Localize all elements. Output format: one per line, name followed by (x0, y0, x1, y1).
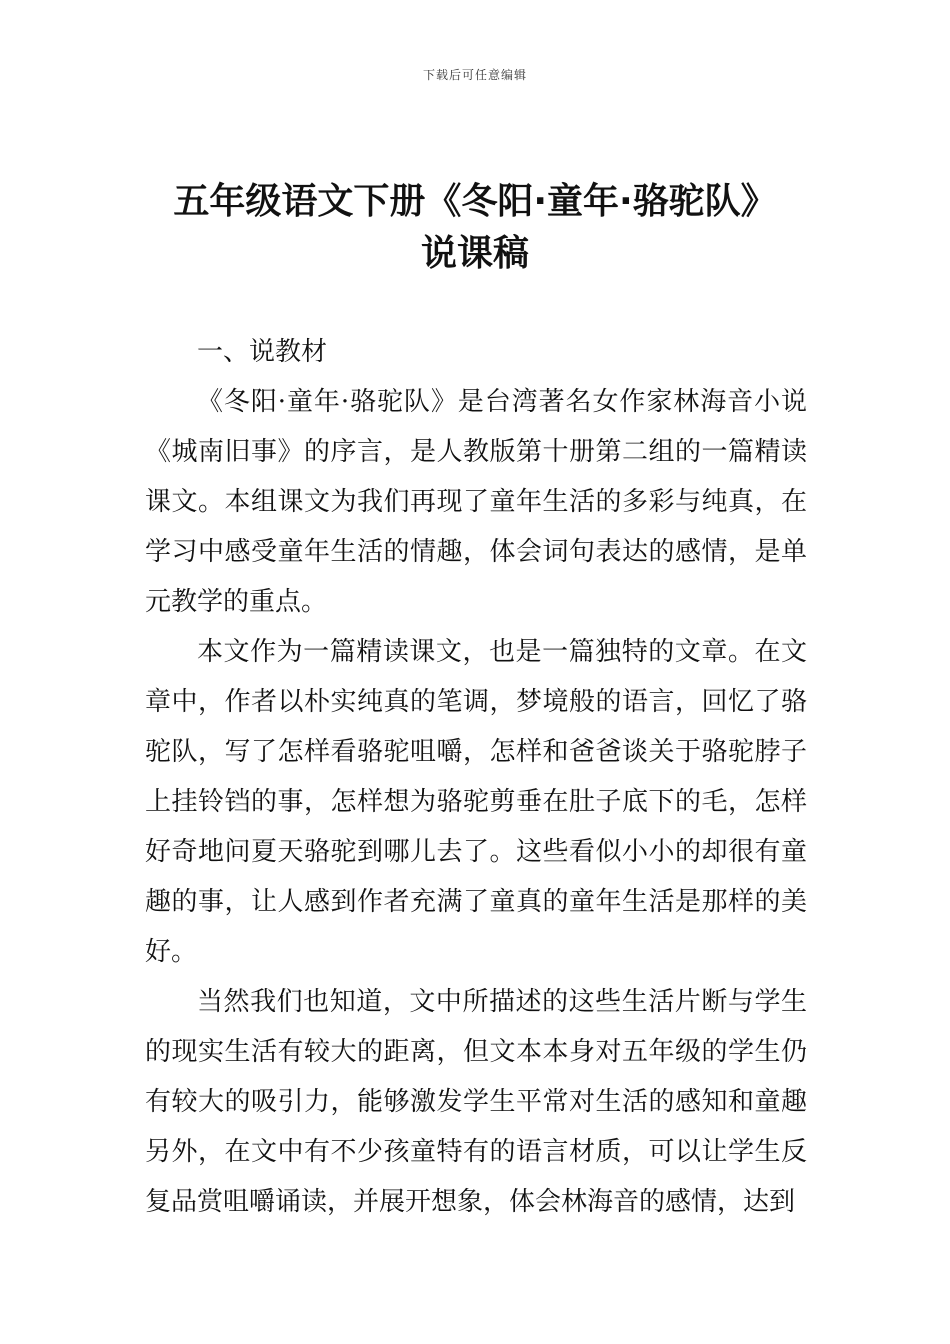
document-title (100, 176, 850, 280)
document-body (145, 327, 807, 1227)
page-header-note: 下载后可任意编辑 (422, 68, 527, 82)
paragraph-1: 《冬阳·童年·骆驼队》是台湾著名女作家林海音小说《城南旧事》的序言，是人教版第十册第二组的一篇精读课文。本组课文为我们再现了童年生活的多彩与纯真，在学习中感受童年生活的情趣，体会词句表达的感情，是单元教学的重点。 (145, 387, 807, 617)
document-title-line-1: 五年级语文下册《冬阳·童年·骆驼队》 (173, 181, 777, 222)
paragraph-2: 本文作为一篇精读课文，也是一篇独特的文章。在文章中，作者以朴实纯真的笔调，梦境般的语言，回忆了骆驼队，写了怎样看骆驼咀嚼，怎样和爸爸谈关于骆驼脖子上挂铃铛的事，怎样想为骆驼剪垂在肚子底下的毛，怎样好奇地问夏天骆驼到哪儿去了。这些看似小小的却很有童趣的事，让人感到作者充满了童真的童年生活是那样的美好。 (145, 637, 807, 967)
document-title-line-2: 说课稿 (420, 233, 529, 274)
section-heading: 一、说教材 (197, 337, 328, 367)
paragraph-3: 当然我们也知道，文中所描述的这些生活片断与学生的现实生活有较大的距离，但文本本身对五年级的学生仍有较大的吸引力，能够激发学生平常对生活的感知和童趣另外，在文中有不少孩童特有的语言材质，可以让学生反复品赏咀嚼诵读，并展开想象，体会林海音的感情，达到 (145, 987, 807, 1217)
